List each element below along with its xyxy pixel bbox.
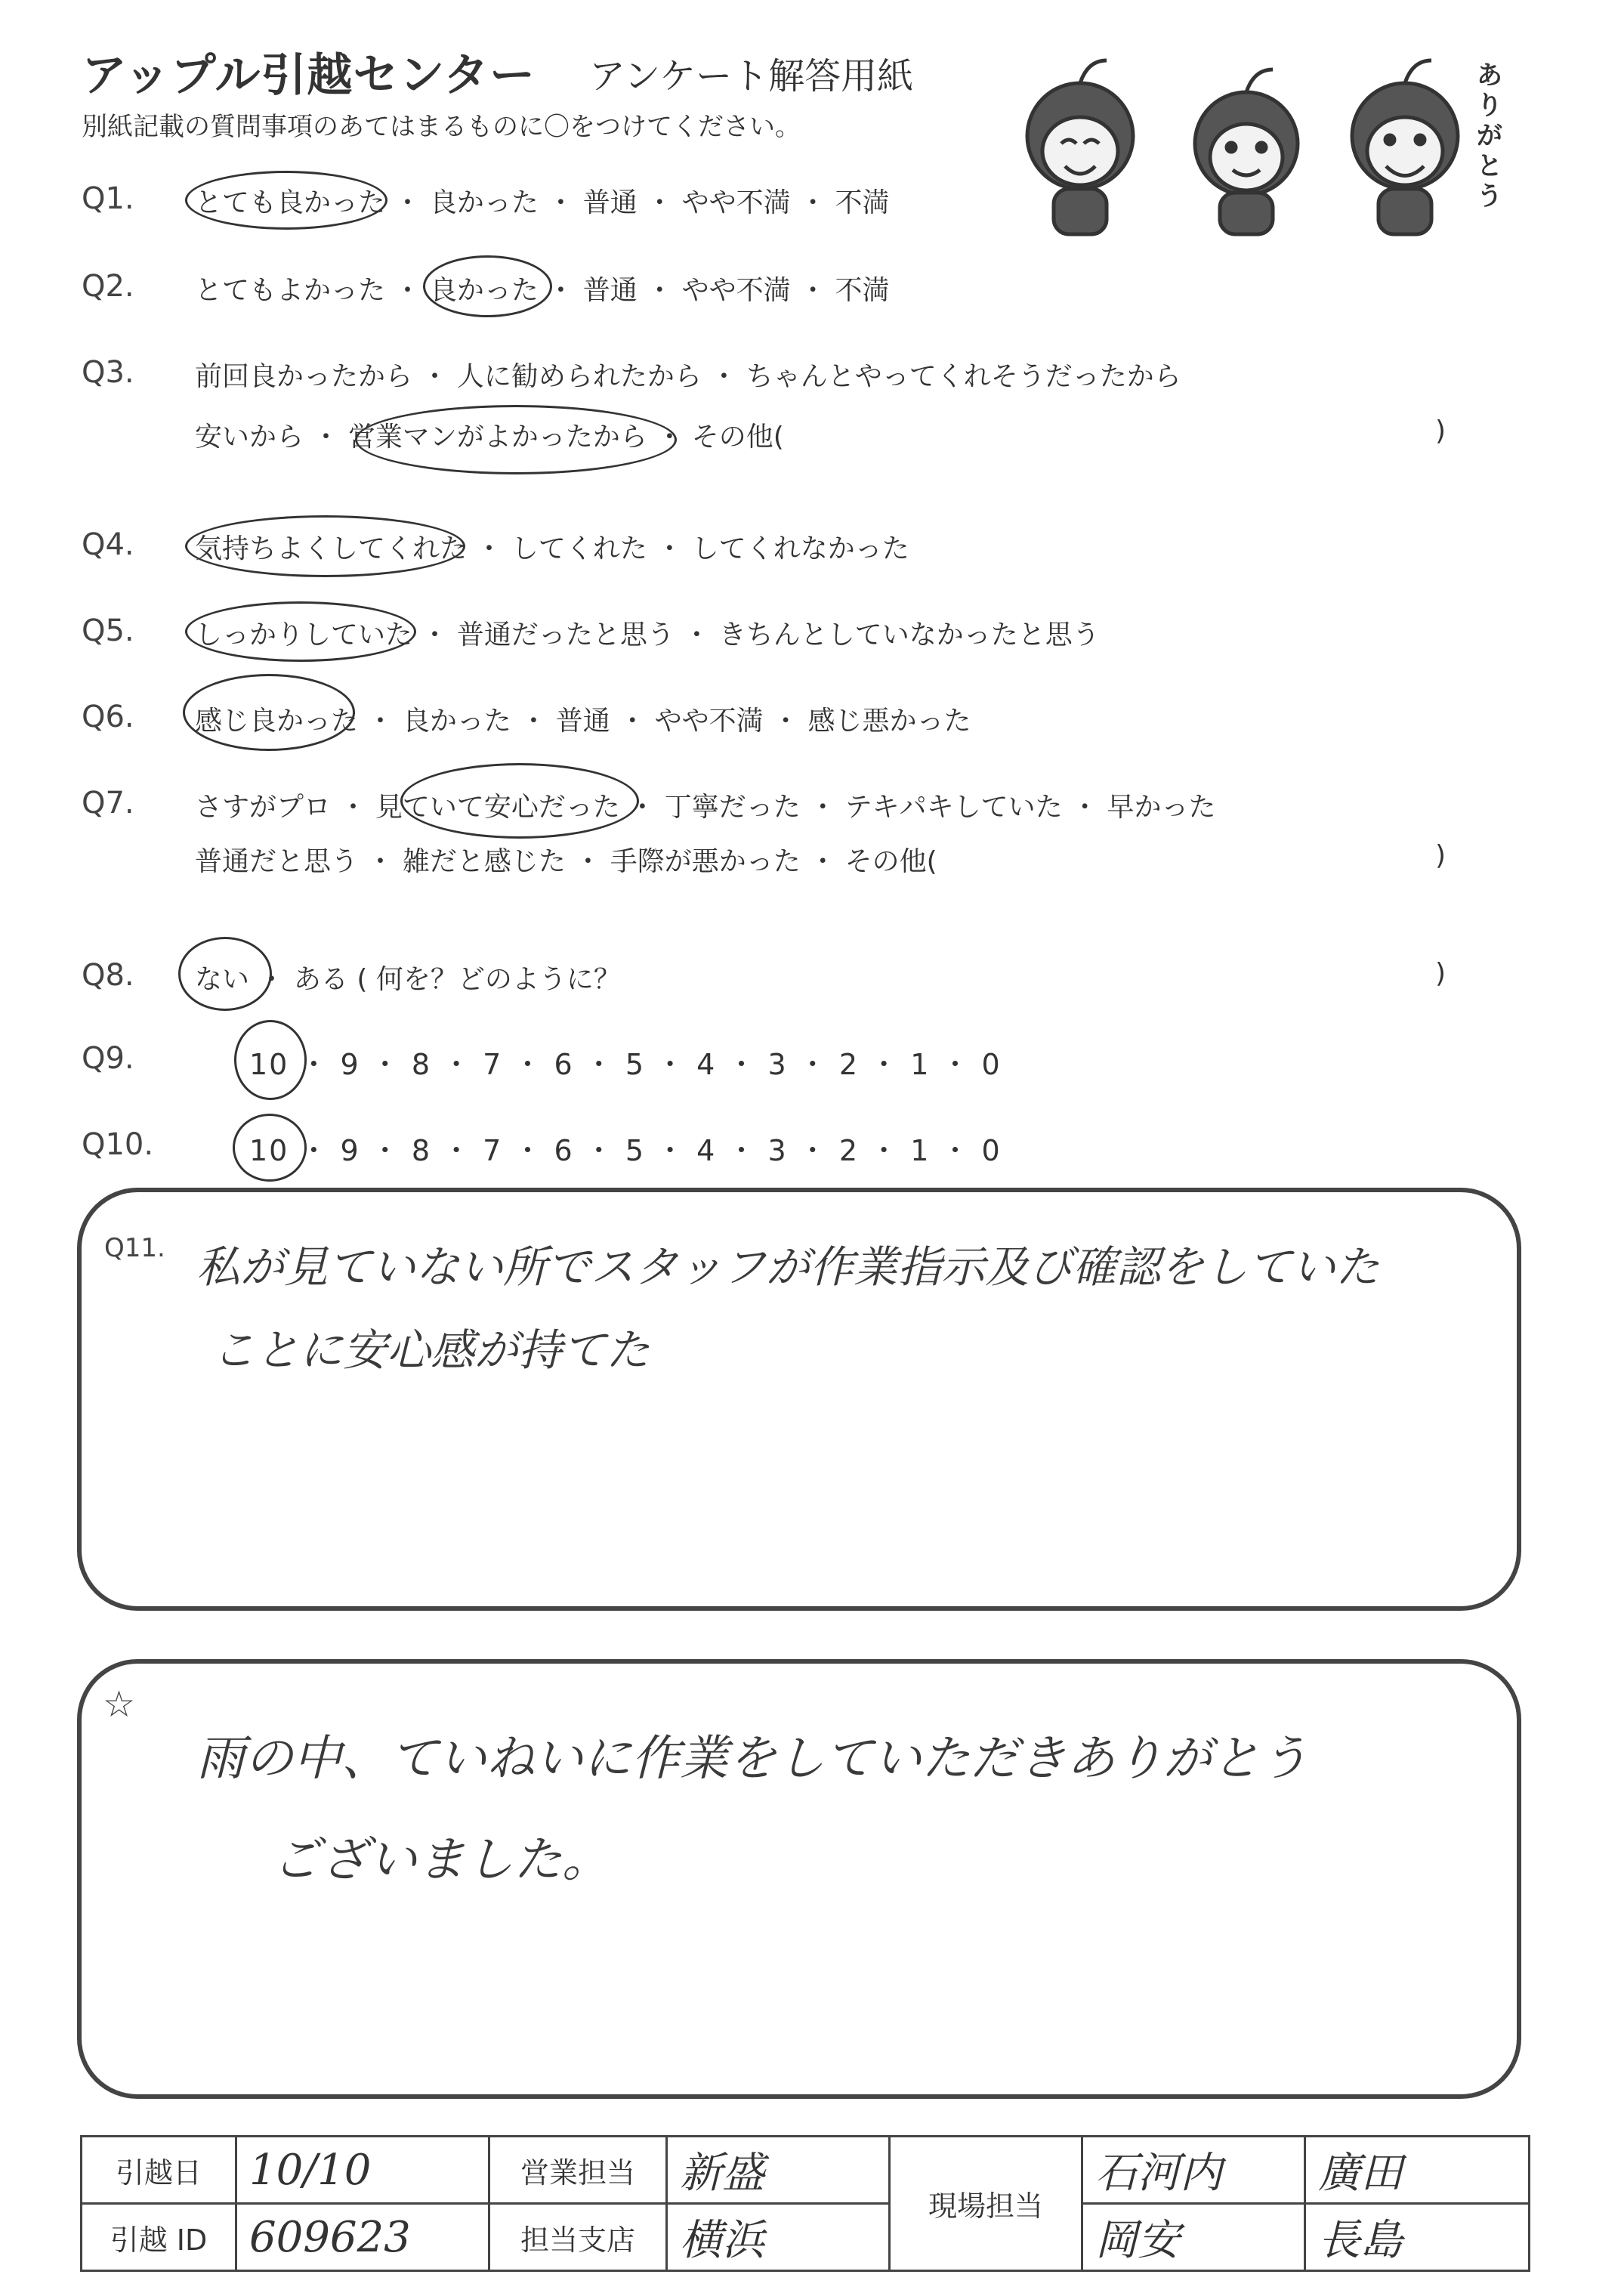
move-id-value: 609623 (236, 2204, 489, 2271)
q10-answer-circle (233, 1114, 307, 1182)
comment-handwritten-line2: ございました。 (272, 1832, 610, 1888)
site-staff-4: 長島 (1305, 2204, 1530, 2271)
q11-handwritten-line2: ことに安心感が持てた (211, 1324, 650, 1376)
q7-options-line2: 普通だと思う ・ 雑だと感じた ・ 手際が悪かった ・ その他( (195, 846, 937, 877)
q10-scale: 10 ・ 9 ・ 8 ・ 7 ・ 6 ・ 5 ・ 4 ・ 3 ・ 2 ・ 1 ・ 0 (249, 1134, 1002, 1167)
move-id-label: 引越 ID (82, 2204, 236, 2271)
q8-close-paren: ) (1435, 958, 1446, 989)
q1-label: Q1. (82, 181, 134, 216)
q5-label: Q5. (82, 613, 134, 648)
q3-close-paren: ) (1435, 416, 1446, 447)
q4-options: 気持ちよくしてくれた ・ してくれた ・ してくれなかった (195, 533, 909, 564)
q8-label: Q8. (82, 958, 134, 993)
monkey-mascot-2 (1195, 70, 1298, 234)
q6-options: 感じ良かった ・ 良かった ・ 普通 ・ やや不満 ・ 感じ悪かった (195, 706, 971, 737)
branch-label: 担当支店 (489, 2204, 667, 2271)
q2-answer-circle (423, 255, 552, 317)
q7-label: Q7. (82, 786, 134, 820)
q9-answer-circle (234, 1020, 307, 1100)
site-staff-label: 現場担当 (890, 2137, 1082, 2271)
q11-label: Q11. (104, 1233, 165, 1263)
q4-label: Q4. (82, 527, 134, 562)
q9-scale: 10 ・ 9 ・ 8 ・ 7 ・ 6 ・ 5 ・ 4 ・ 3 ・ 2 ・ 1 ・ 0 (249, 1048, 1002, 1081)
q3-label: Q3. (82, 355, 134, 390)
star-icon: ☆ (103, 1683, 136, 1726)
q3-options-line2: 安いから ・ 営業マンがよかったから ・ その他( (195, 422, 784, 453)
move-date-label: 引越日 (82, 2137, 236, 2204)
q8-options: ない ・ ある ( 何を？どのように？ (195, 964, 621, 995)
q3-answer-circle (355, 405, 677, 474)
q8-answer-circle (178, 937, 272, 1011)
q5-options: しっかりしていた ・ 普通だったと思う ・ きちんとしていなかったと思う (195, 620, 1100, 651)
q6-answer-circle (183, 674, 355, 751)
thank-you-caption: ありがとう (1477, 60, 1502, 212)
site-staff-1: 石河内 (1082, 2137, 1305, 2204)
comment-handwritten-line1: 雨の中、ていねいに作業をしていただきありがとう (196, 1731, 1308, 1787)
form-title: アンケート解答用紙 (589, 55, 914, 97)
site-staff-2: 廣田 (1305, 2137, 1530, 2204)
site-staff-3: 岡安 (1082, 2204, 1305, 2271)
q9-label: Q9. (82, 1041, 134, 1076)
q2-options: とてもよかった ・ 良かった ・ 普通 ・ やや不満 ・ 不満 (195, 275, 890, 306)
q1-answer-circle (185, 171, 387, 230)
q1-options: とても良かった ・ 良かった ・ 普通 ・ やや不満 ・ 不満 (195, 187, 890, 218)
branch-value: 横浜 (667, 2204, 890, 2271)
move-date-value: 10/10 (236, 2137, 489, 2204)
q10-label: Q10. (82, 1127, 154, 1162)
monkey-mascot-3 (1352, 60, 1458, 234)
q7-options-line1: さすがプロ ・ 見ていて安心だった ・ 丁寧だった ・ テキパキしていた ・ 早かった (195, 792, 1216, 823)
q5-answer-circle (185, 601, 416, 662)
sales-label: 営業担当 (489, 2137, 667, 2204)
sales-value: 新盛 (667, 2137, 890, 2204)
q4-answer-circle (185, 515, 465, 577)
q11-handwritten-line1: 私が見ていない所でスタッフが作業指示及び確認をしていた (196, 1241, 1380, 1293)
company-title: アップル引越センター (82, 49, 536, 102)
instruction-text: 別紙記載の質問事項のあてはまるものに〇をつけてください。 (82, 112, 801, 142)
q7-answer-circle (400, 763, 639, 839)
q7-close-paren: ) (1435, 840, 1446, 871)
q2-label: Q2. (82, 269, 134, 304)
move-info-table (80, 2135, 1530, 2272)
q3-options-line1: 前回良かったから ・ 人に勧められたから ・ ちゃんとやってくれそうだったから (195, 361, 1181, 392)
q6-label: Q6. (82, 700, 134, 734)
monkey-mascot-1 (1027, 60, 1133, 234)
monkey-mascots-image (997, 45, 1526, 242)
